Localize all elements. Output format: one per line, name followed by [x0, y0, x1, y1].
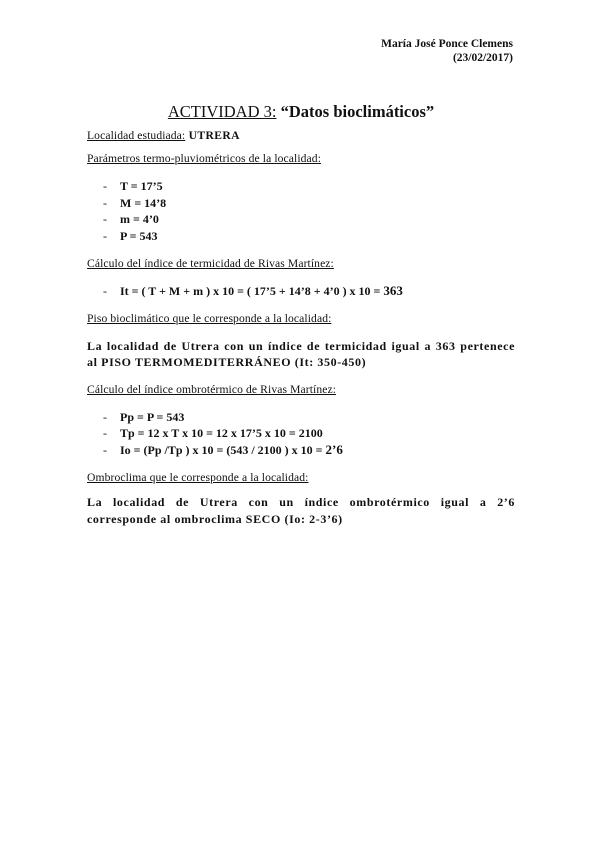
activity-subtitle: “Datos bioclimáticos”	[276, 102, 435, 121]
document-date: (23/02/2017)	[452, 52, 513, 64]
locality-value: UTRERA	[185, 129, 240, 142]
locality-line	[87, 129, 515, 143]
list-item: - P = 543	[103, 228, 158, 243]
termicidad-heading: Cálculo del índice de termicidad de Rivas Martínez:	[87, 257, 334, 270]
termicidad-formula: It = ( T + M + m ) x 10 = ( 17’5 + 14’8 + 4’0 ) x 10 =	[120, 284, 384, 298]
list-item: - M = 14’8	[103, 195, 167, 210]
io-result: 2’6	[325, 441, 343, 457]
locality-label: Localidad estudiada:	[87, 129, 186, 142]
activity-label: ACTIVIDAD 3:	[167, 102, 277, 121]
params-heading: Parámetros termo-pluviométricos de la localidad:	[87, 152, 322, 165]
document-title	[87, 102, 515, 122]
ombrotermico-heading: Cálculo del índice ombrotérmico de Rivas Martínez:	[87, 382, 337, 396]
piso-conclusion: La localidad de Utrera con un índice de termicidad igual a 363 pertenece al PISO TERMOMEDITERRÁNEO (It: 350-450)	[87, 338, 515, 369]
ombroclima-heading: Ombroclima que le corresponde a la localidad:	[87, 471, 309, 484]
termicidad-result: 363	[383, 283, 403, 298]
author-name: María José Ponce Clemens	[381, 38, 513, 50]
list-item: - m = 4’0	[103, 212, 159, 226]
list-item: - Pp = P = 543	[103, 409, 185, 424]
termicidad-list	[87, 283, 515, 300]
list-item: - T = 17’5	[103, 179, 163, 193]
list-item: - Tp = 12 x T x 10 = 12 x 17’5 x 10 = 2100	[103, 426, 323, 440]
document-body	[87, 102, 515, 539]
params-list	[87, 178, 515, 244]
ombroclima-conclusion: La localidad de Utrera con un índice ombrotérmico igual a 2’6 corresponde al ombroclima SECO (Io: 2-3’6)	[87, 495, 515, 526]
list-item: - Io = (Pp /Tp ) x 10 = (543 / 2100 ) x 10 = 2’6	[103, 441, 343, 457]
piso-heading: Piso bioclimático que le corresponde a la localidad:	[87, 311, 332, 325]
list-item: - It = ( T + M + m ) x 10 = ( 17’5 + 14’8 + 4’0 ) x 10 = 363	[103, 283, 403, 298]
io-formula: Io = (Pp /Tp ) x 10 = (543 / 2100 ) x 10 =	[120, 442, 326, 457]
ombrotermico-list	[87, 409, 515, 459]
document-header	[381, 37, 513, 65]
